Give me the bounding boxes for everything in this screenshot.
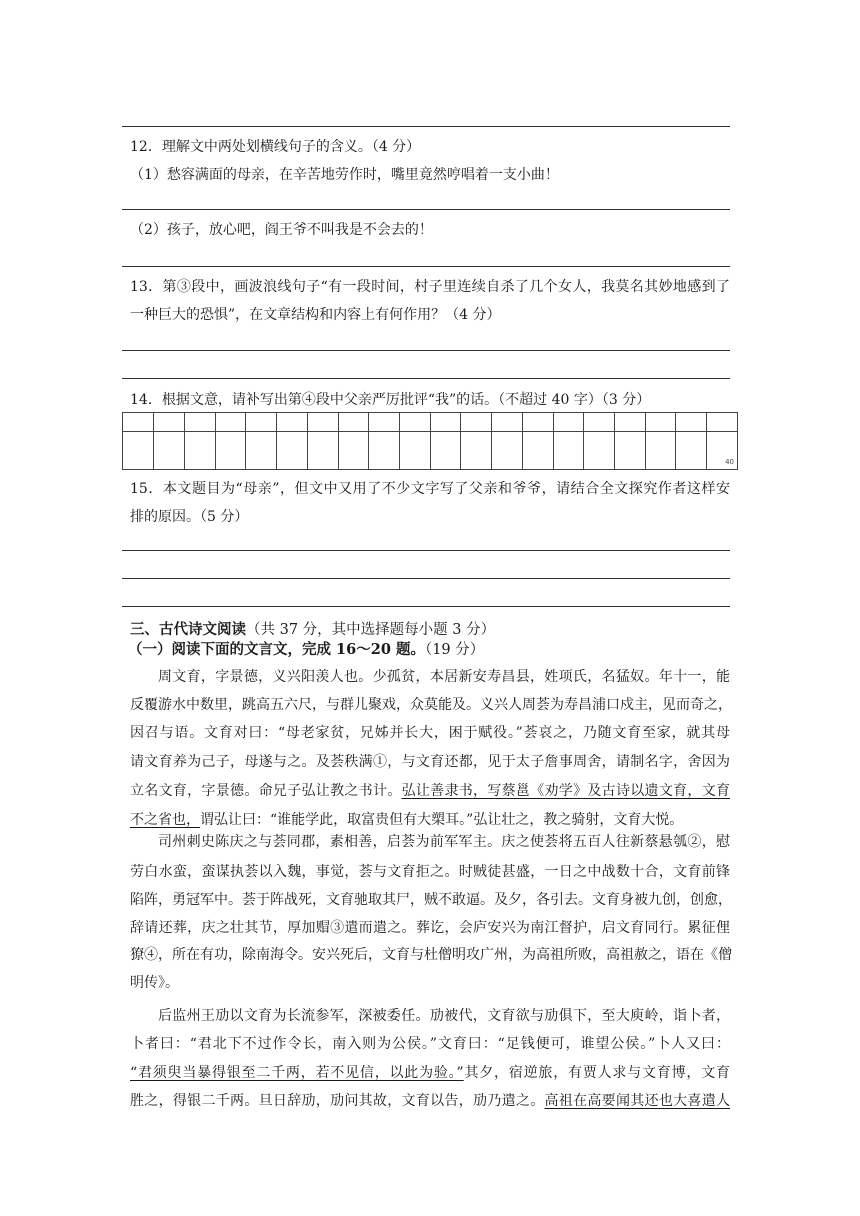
passage-line: 卜者曰：“君北下不过作令长，南入则为公侯。”文育曰：“足钱便可，谁望公侯。”卜人又曰： [130,1036,730,1052]
subsection-title-note: （19 分） [424,642,485,658]
passage-line: 反覆游水中数里，跳高五六尺，与群儿聚戏，众莫能及。义兴人周荟为寿昌浦口戍主，见而奇之， [130,697,732,713]
q15-stem-line-1: 15．本文题目为“母亲”，但文中又用了不少文字写了父亲和爷爷，请结合全文探究作者这样安 [130,481,730,497]
section-title-note: （共 37 分，其中选择题每小题 3 分） [246,622,496,638]
passage-line: 辞请还葬，庆之壮其节，厚加赗③遣而遣之。葬讫，会庐安兴为南江督护，启文育同行。累征俚 [130,920,730,936]
passage-line: 周文育，字景德，义兴阳羡人也。少孤贫，本居新安寿昌县，姓项氏，名猛奴。年十一，能 [158,669,730,685]
passage-line: 獠④，所在有功，除南海令。安兴死后，文育与杜僧明攻广州，为高祖所败，高祖赦之，语在《僧 [130,947,732,963]
passage-line: 明传》。 [130,975,179,991]
passage-line: 司州刺史陈庆之与荟同郡，素相善，启荟为前军军主。庆之使荟将五百人往新蔡悬瓠②，慰 [158,834,730,850]
passage-line [130,810,683,830]
q15-stem-line-2: 排的原因。（5 分） [130,509,249,525]
underlined-sentence: 弘让善隶书，写蔡邕《劝学》及古诗以遗文育，文育 [401,783,731,799]
passage-line: 劳白水蛮，蛮谋执荟以入魏，事觉，荟与文育拒之。时贼徒甚盛，一日之中战数十合，文育前锋 [130,864,730,880]
underlined-sentence: 高祖在高要闻其还也大喜遣人 [544,1093,731,1109]
passage-text: 立名文育，字景德。命兄子弘让教之书计。 [130,783,402,799]
answer-line [122,550,730,551]
answer-grid[interactable] [122,412,738,470]
passage-text: 胜之，得银二千两。旦日辞劢，劢问其故，文育以告，劢乃遣之。 [130,1093,545,1109]
q12-sentence-2: （2）孩子，放心吧，阎王爷不叫我是不会去的！ [130,222,433,238]
passage-line [130,781,730,801]
section-title [130,620,495,640]
underlined-sentence: 不之省也， [130,812,200,828]
q13-stem-line-1: 13．第③段中，画波浪线句子“有一段时间，村子里连续自杀了几个女人，我莫名其妙地感到了 [130,279,730,295]
passage-text: 谓弘让曰：“谁能学此，取富贵但有大槊耳。”弘让壮之，教之骑射，文育大悦。 [200,812,684,828]
q12-stem: 12．理解文中两处划横线句子的含义。（4 分） [130,139,421,155]
q12-sentence-1: （1）愁容满面的母亲，在辛苦地劳作时，嘴里竟然哼唱着一支小曲！ [130,167,559,183]
passage-line: 陷阵，勇冠军中。荟于阵战死，文育驰取其尸，贼不敢逼。及夕，各引去。文育身被九创，创愈， [130,892,732,908]
answer-line [122,209,730,210]
section-title-bold: 三、古代诗文阅读 [130,621,246,638]
passage-text: 其夕，宿逆旅，有贾人求与文育博，文育 [463,1065,730,1081]
underlined-sentence: “君须臾当暴得银至二千两，若不见信，以此为验。” [130,1065,464,1081]
subsection-title [128,640,484,660]
answer-line [122,578,730,579]
answer-line [122,378,730,379]
passage-line: 请文育养为己子，母遂与之。及荟秩满①，与文育还都，见于太子詹事周舍，请制名字，舍因为 [130,754,730,770]
answer-line [122,350,730,351]
char-count-label: 40 [725,458,734,466]
passage-line: 后监州王劢以文育为长流参军，深被委任。劢被代，文育欲与劢俱下，至大庾岭，诣卜者， [158,1008,730,1024]
passage-line [130,1063,730,1083]
q14-stem: 14．根据文意，请补写出第④段中父亲严厉批评“我”的话。（不超过 40 字）（3 分） [130,392,651,408]
answer-line [122,606,730,607]
answer-line [122,266,730,267]
q13-stem-line-2: 一种巨大的恐惧”，在文章结构和内容上有何作用？（4 分） [130,307,501,323]
subsection-title-bold: （一）阅读下面的文言文，完成 16～20 题。 [128,641,425,658]
passage-line: 因召与语。文育对曰：“母老家贫，兄姊并长大，困于赋役。”荟哀之，乃随文育至家，就其母 [130,725,730,741]
passage-line [130,1091,730,1111]
answer-line [122,126,730,127]
